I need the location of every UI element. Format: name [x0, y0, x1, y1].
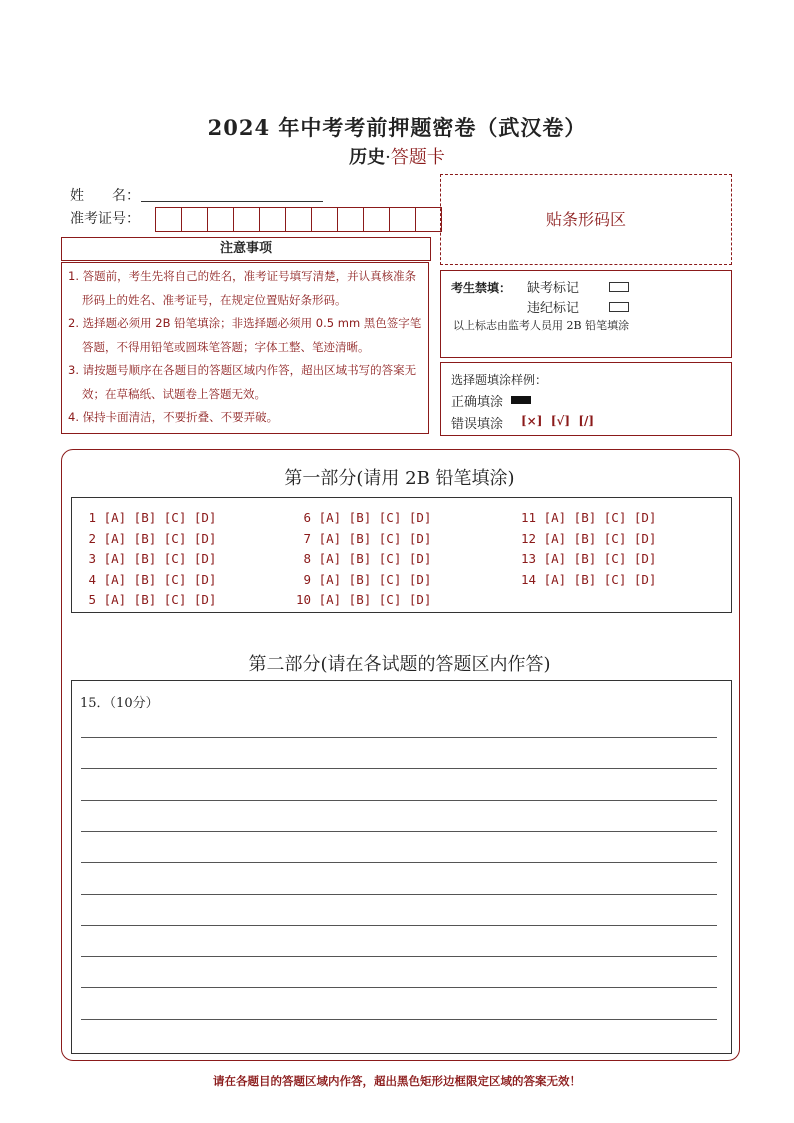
answer-line — [81, 768, 717, 769]
question-15-label: 15．（10分） — [80, 696, 159, 711]
barcode-area: 贴条形码区 — [440, 174, 732, 265]
id-label: 准考证号： — [70, 211, 140, 227]
violation-mark-box[interactable] — [609, 302, 629, 312]
notice-item: 1. 答题前，考生先将自己的姓名，准考证号填写清楚，并认真核准条形码上的姓名、准考证号，在规定位置贴好条形码。 — [68, 269, 417, 307]
answer-line — [81, 800, 717, 801]
mc-column-1[interactable]: 1 [A] [B] [C] [D] 2 [A] [B] [C] [D] 3 [A] [B] [C] [D] 4 [A] [B] [C] [D] 5 [A] [B] [C] [D] — [88, 510, 217, 607]
mc-column-3[interactable]: 11 [A] [B] [C] [D] 12 [A] [B] [C] [D] 13 [A] [B] [C] [D] 14 [A] [B] [C] [D] — [521, 510, 657, 587]
page-title: 2024 年中考考前押题密卷（武汉卷） — [207, 115, 587, 140]
id-digit-box[interactable] — [233, 207, 260, 232]
page-subtitle — [0, 143, 794, 169]
id-digit-box[interactable] — [285, 207, 312, 232]
sample-title: 选择题填涂样例： — [451, 373, 548, 387]
part1-title: 第一部分(请用 2B 铅笔填涂) — [284, 468, 515, 489]
answer-line — [81, 831, 717, 832]
wrong-fill-label: 错误填涂 — [451, 417, 504, 432]
absent-label: 缺考标记 — [527, 281, 580, 296]
violation-label: 违纪标记 — [527, 301, 580, 316]
id-digit-box[interactable] — [155, 207, 182, 232]
id-digit-box[interactable] — [207, 207, 234, 232]
wrong-fill-marks: [×] [√] [/] — [521, 414, 595, 428]
notice-item: 4. 保持卡面清洁，不要折叠、不要弄破。 — [68, 410, 279, 424]
answer-line — [81, 1019, 717, 1020]
answer-line — [81, 925, 717, 926]
answer-line — [81, 987, 717, 988]
forbid-note: 以上标志由监考人员用 2B 铅笔填涂 — [453, 319, 630, 332]
forbid-section — [440, 270, 732, 358]
correct-fill-mark — [511, 396, 531, 404]
answer-line — [81, 956, 717, 957]
notice-list — [61, 262, 429, 434]
footer-warning: 请在各题目的答题区域内作答，超出黑色矩形边框限定区域的答案无效！ — [213, 1074, 581, 1088]
name-field[interactable] — [141, 200, 323, 202]
mc-column-2[interactable]: 6 [A] [B] [C] [D] 7 [A] [B] [C] [D] 8 [A] [B] [C] [D] 9 [A] [B] [C] [D] 10 [A] [B] [C] [D] — [296, 510, 432, 607]
correct-fill-label: 正确填涂 — [451, 395, 504, 410]
id-digit-box[interactable] — [181, 207, 208, 232]
forbid-label: 考生禁填： — [451, 281, 512, 295]
answer-line — [81, 894, 717, 895]
subtitle-separator: · — [385, 147, 391, 168]
id-number-boxes[interactable] — [155, 207, 441, 232]
id-digit-box[interactable] — [389, 207, 416, 232]
absent-mark-box[interactable] — [609, 282, 629, 292]
notice-item: 2. 选择题必须用 2B 铅笔填涂；非选择题必须用 0.5 mm 黑色签字笔答题，不得用铅笔或圆珠笔答题；字体工整、笔迹清晰。 — [68, 316, 422, 354]
subject-label: 历史 — [349, 147, 386, 168]
fill-sample-section — [440, 362, 732, 436]
id-digit-box[interactable] — [259, 207, 286, 232]
part2-title: 第二部分(请在各试题的答题区内作答) — [248, 654, 551, 675]
id-digit-box[interactable] — [337, 207, 364, 232]
name-label: 姓 名： — [70, 188, 140, 204]
notice-heading: 注意事项 — [61, 237, 431, 261]
notice-item: 3. 请按题号顺序在各题目的答题区域内作答，超出区域书写的答案无效；在草稿纸、试题卷上答题无效。 — [68, 363, 417, 401]
id-digit-box[interactable] — [311, 207, 338, 232]
answer-line — [81, 862, 717, 863]
id-digit-box[interactable] — [415, 207, 442, 232]
id-digit-box[interactable] — [363, 207, 390, 232]
card-label: 答题卡 — [390, 147, 445, 168]
answer-line — [81, 737, 717, 738]
